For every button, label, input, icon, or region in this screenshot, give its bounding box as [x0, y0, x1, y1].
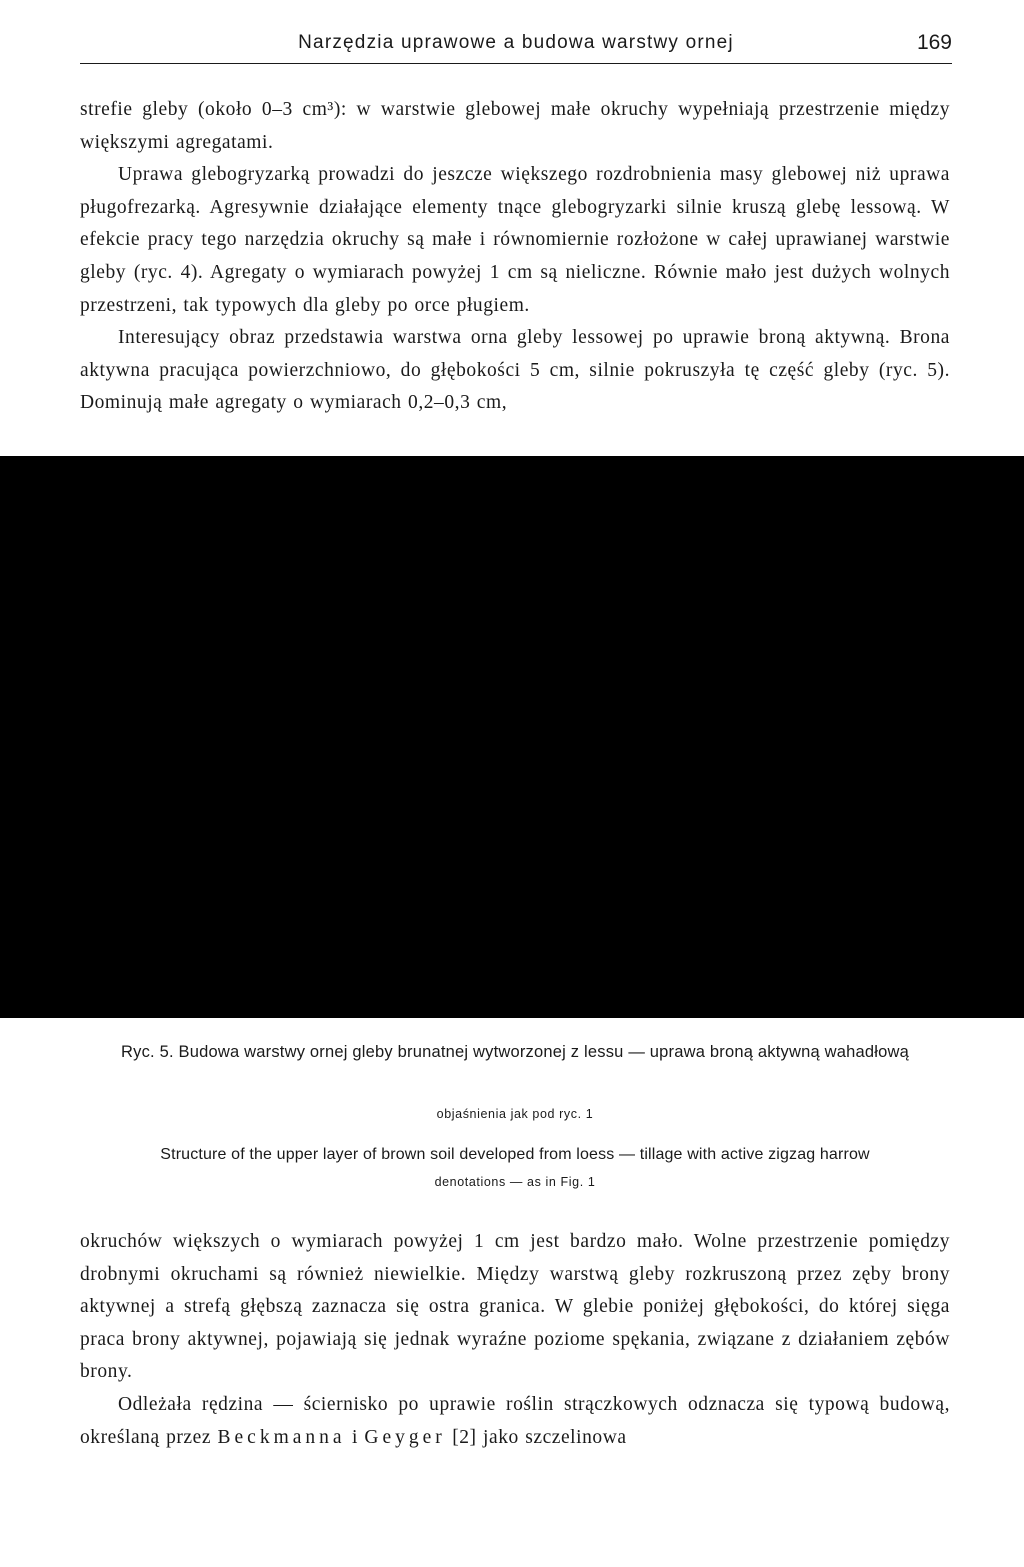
paragraph-redzina: [80, 1389, 950, 1454]
paragraph-continuation: strefie gleby (około 0–3 cm³): w warstwie glebowej małe okruchy wypełniają przestrzenie między większymi agregatami.: [80, 99, 950, 153]
figure-caption-polish: Ryc. 5. Budowa warstwy ornej gleby brunatnej wytworzonej z lessu — uprawa broną aktywną wahadłową: [121, 1043, 909, 1061]
figure-soil-structure-photo: [0, 456, 1024, 1018]
page-number: 169: [916, 31, 952, 54]
author-beckmann: Beckmanna: [217, 1426, 346, 1448]
author-geyger: Geyger: [364, 1426, 446, 1448]
figure-caption-english: Structure of the upper layer of brown soil developed from loess — tillage with active zigzag harrow: [160, 1146, 870, 1163]
paragraph-glebogryzarka: Uprawa glebogryzarką prowadzi do jeszcze większego rozdrobnienia masy glebowej niż uprawa pługofrezarką. Agresywnie działające elementy tnące glebogryzarki silnie kruszą glebę lessową. W efekcie pracy tego narzędzia okruchy są małe i równomiernie rozłożone w całej uprawianej warstwie gleby (ryc. 4). Agregaty o wymiarach powyżej 1 cm są nieliczne. Równie mało jest dużych wolnych przestrzeni, tak typowych dla gleby po orce pługiem.: [80, 164, 950, 316]
header-rule: [80, 63, 952, 64]
text-block-top: [80, 94, 950, 420]
running-header: [80, 28, 952, 64]
running-title: Narzędzia uprawowe a budowa warstwy ornej: [298, 32, 734, 53]
figure-caption-polish-note: objaśnienia jak pod ryc. 1: [436, 1107, 594, 1121]
text-block-bottom: [80, 1226, 950, 1454]
redzina-text-end: [2] jako szczelinowa: [452, 1426, 627, 1448]
redzina-text-start: Odleżała rędzina — ściernisko po uprawie roślin strączkowych odznacza się typową budową, określaną przez: [80, 1393, 950, 1448]
conjunction: i: [351, 1426, 358, 1448]
paragraph-okruchy: okruchów większych o wymiarach powyżej 1 cm jest bardzo mało. Wolne przestrzenie pomiędzy drobnymi okruchami są również niewielkie. Między warstwą gleby rozkruszoną przez zęby brony aktywnej a strefą głębszą zaznacza się ostra granica. W glebie poniżej głębokości, do której sięga praca brony aktywnej, pojawiają się jednak wyraźne poziome spękania, związane z działaniem zębów brony.: [80, 1231, 950, 1383]
paragraph-brona-aktywna: Interesujący obraz przedstawia warstwa orna gleby lessowej po uprawie broną aktywną. Brona aktywna pracująca powierzchniowo, do głębokości 5 cm, silnie pokruszyła tę część gleby (ryc. 5). Dominują małe agregaty o wymiarach 0,2–0,3 cm,: [80, 327, 950, 414]
figure-caption-english-note: denotations — as in Fig. 1: [434, 1175, 596, 1189]
